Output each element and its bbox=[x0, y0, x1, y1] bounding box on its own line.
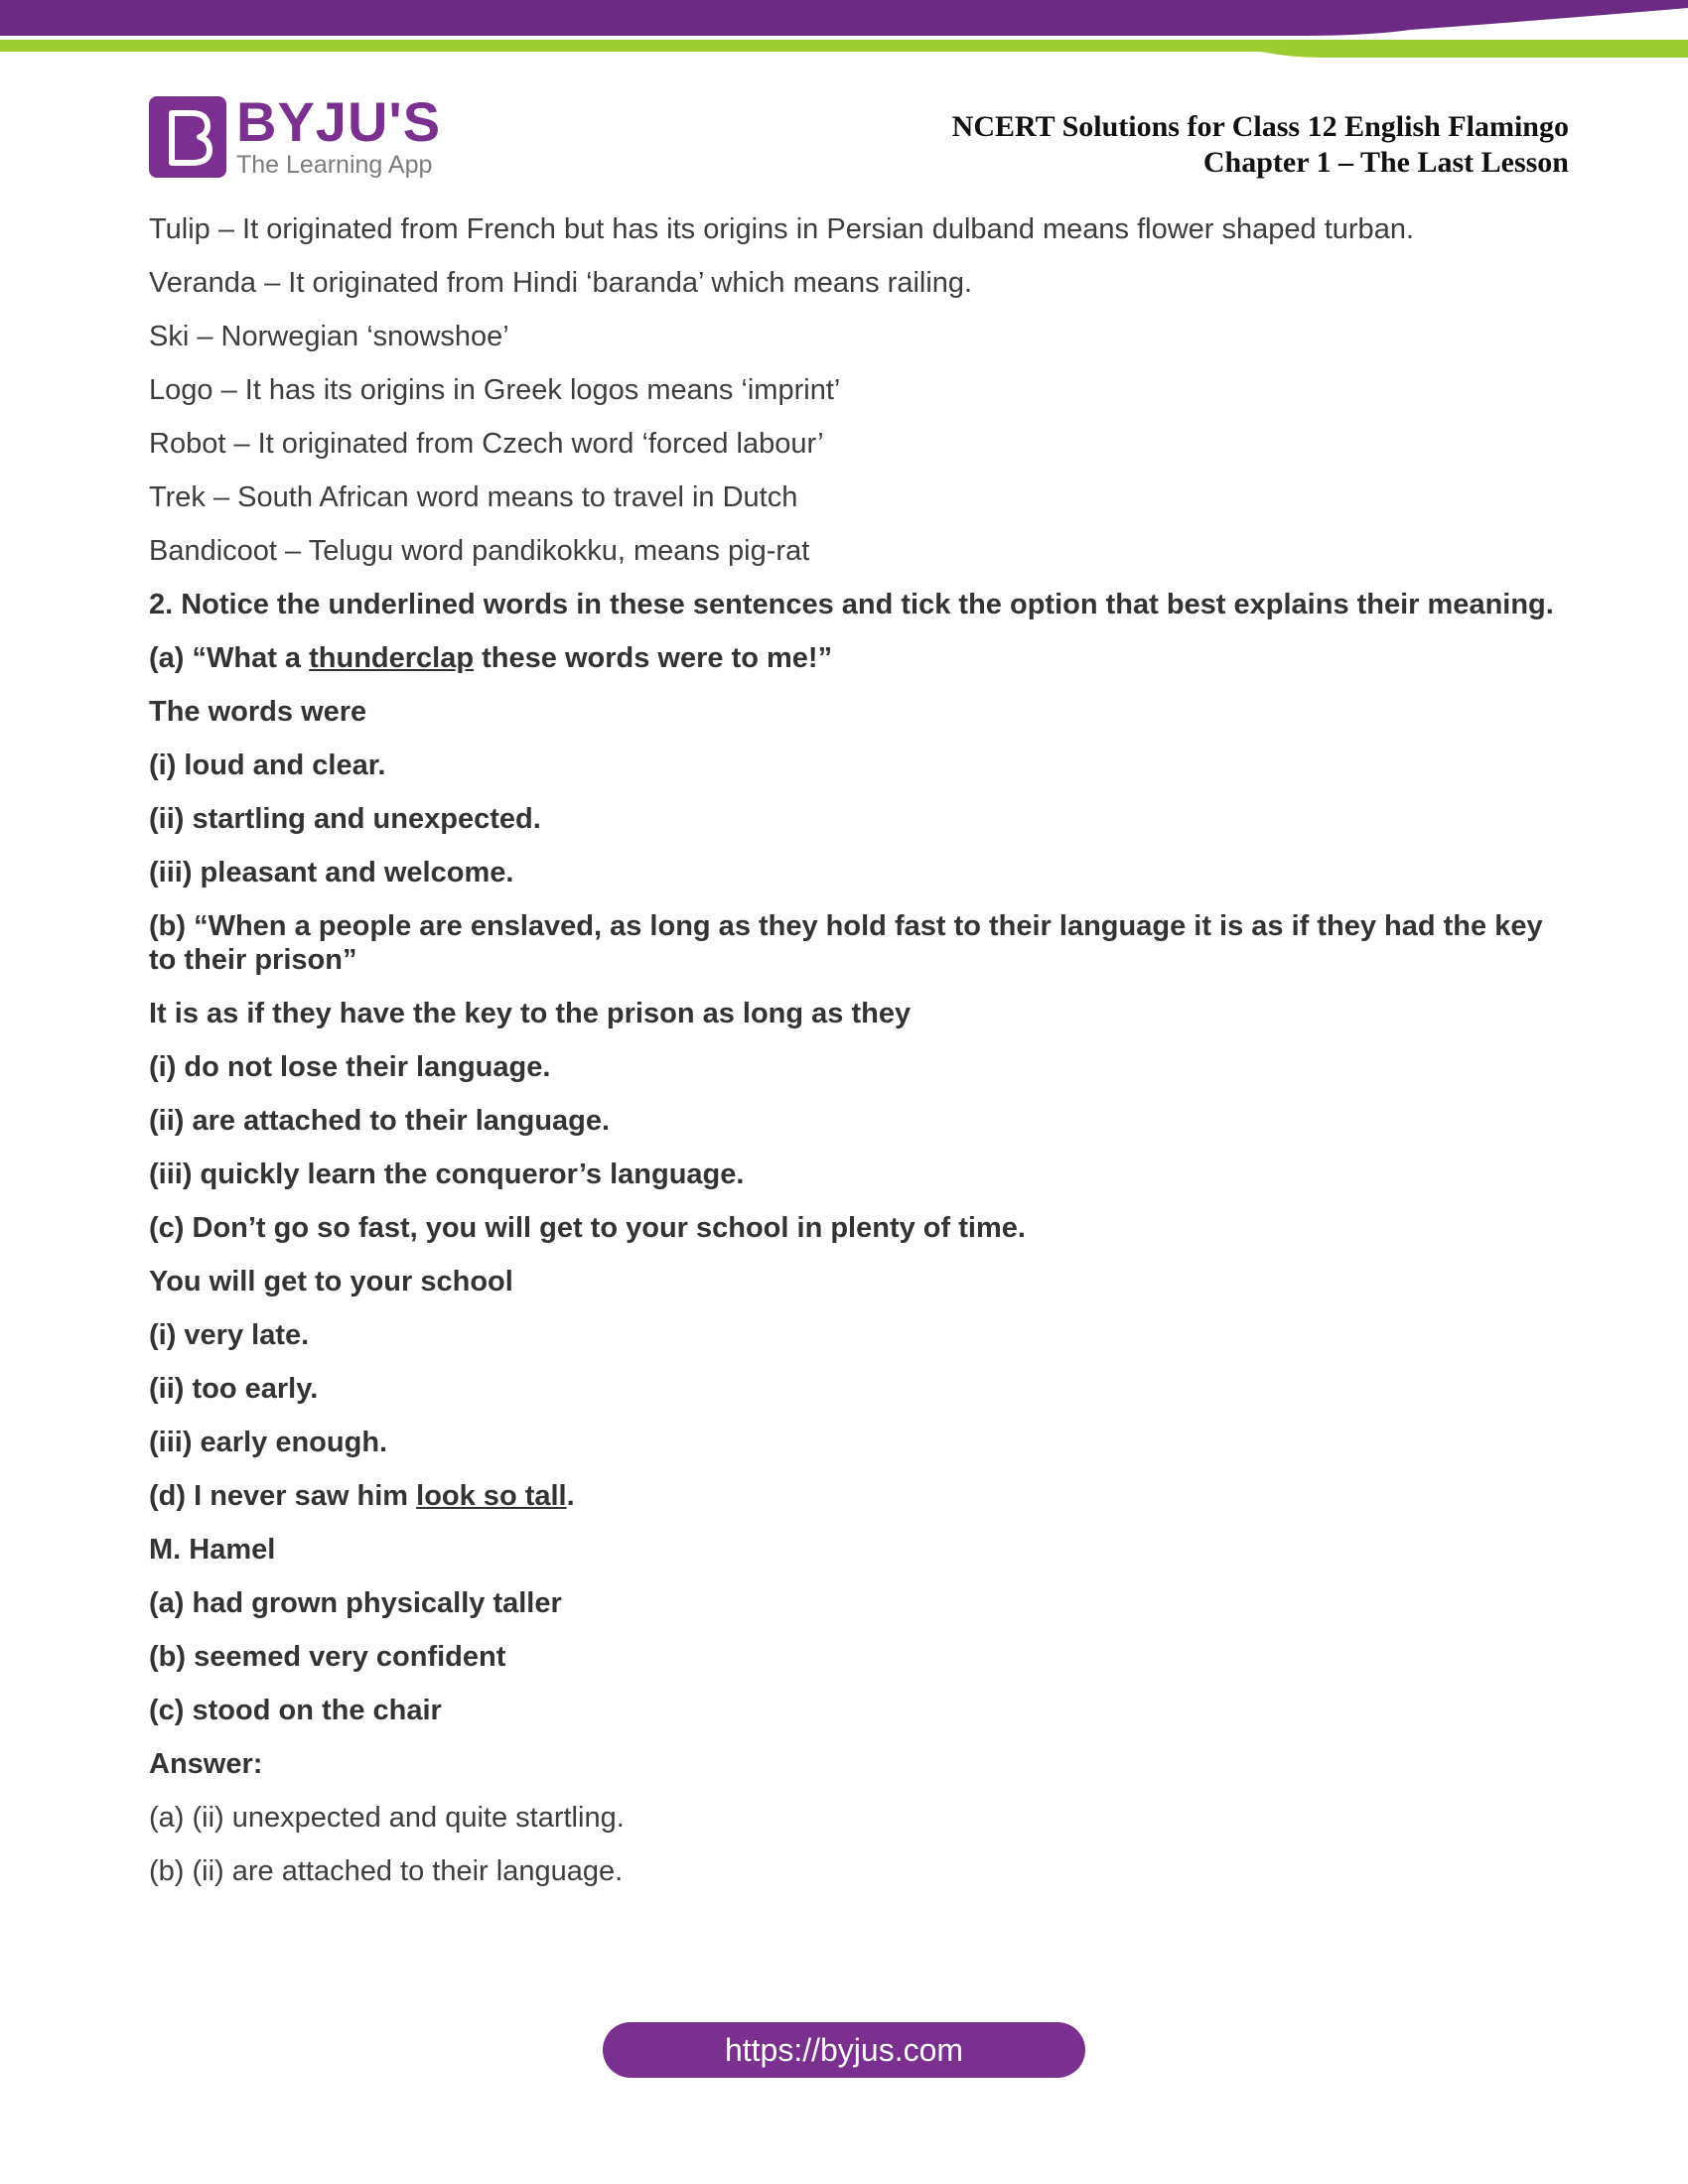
q2d-stem: M. Hamel bbox=[149, 1534, 276, 1566]
answer-item-a: (a) (ii) unexpected and quite startling. bbox=[149, 1802, 625, 1834]
q2d-option-2: (b) seemed very confident bbox=[149, 1641, 506, 1673]
document-header bbox=[952, 109, 1569, 181]
footer-url-link[interactable]: https://byjus.com bbox=[603, 2022, 1085, 2078]
q2c-stem: You will get to your school bbox=[149, 1266, 513, 1297]
q2c-sentence: (c) Don’t go so fast, you will get to your school in plenty of time. bbox=[149, 1212, 1026, 1244]
q2a-sentence bbox=[149, 641, 1559, 675]
q2a-option-2: (ii) startling and unexpected. bbox=[149, 803, 541, 835]
word-origin-ski: Ski – Norwegian ‘snowshoe’ bbox=[149, 321, 509, 352]
q2a-option-1: (i) loud and clear. bbox=[149, 750, 386, 781]
q2b-sentence: (b) “When a people are enslaved, as long as they hold fast to their language it is as if they had the key to their prison” bbox=[149, 910, 1543, 976]
q2a-stem: The words were bbox=[149, 696, 367, 728]
brand-tagline: The Learning App bbox=[236, 151, 433, 179]
q2a-option-3: (iii) pleasant and welcome. bbox=[149, 857, 514, 888]
q2d-pre: (d) I never saw him bbox=[149, 1480, 417, 1512]
q2d-post: . bbox=[566, 1480, 575, 1512]
q2d-option-3: (c) stood on the chair bbox=[149, 1695, 442, 1726]
word-origin-veranda: Veranda – It originated from Hindi ‘baranda’ which means railing. bbox=[149, 267, 973, 299]
q2a-post: these words were to me!” bbox=[474, 642, 833, 674]
word-origin-trek: Trek – South African word means to travel in Dutch bbox=[149, 481, 798, 513]
byjus-logo-mark-icon bbox=[149, 96, 226, 178]
document-body bbox=[149, 212, 1559, 1908]
top-decorative-band bbox=[0, 0, 1688, 64]
q2c-option-1: (i) very late. bbox=[149, 1319, 310, 1351]
q2b-stem: It is as if they have the key to the prison as long as they bbox=[149, 998, 912, 1029]
answer-label: Answer: bbox=[149, 1748, 263, 1780]
q2b-option-2: (ii) are attached to their language. bbox=[149, 1105, 611, 1137]
word-origin-tulip: Tulip – It originated from French but has its origins in Persian dulband means flower shaped turban. bbox=[149, 213, 1415, 245]
q2a-pre: (a) “What a bbox=[149, 642, 310, 674]
byjus-logo bbox=[149, 90, 442, 179]
q2d-underlined: look so tall bbox=[416, 1480, 567, 1512]
brand-name: BYJU'S bbox=[236, 90, 442, 153]
q2d-sentence bbox=[149, 1479, 1559, 1513]
q2b-option-3: (iii) quickly learn the conqueror’s language. bbox=[149, 1159, 745, 1190]
q2c-option-3: (iii) early enough. bbox=[149, 1427, 388, 1458]
q2a-underlined: thunderclap bbox=[309, 642, 475, 674]
answer-item-b: (b) (ii) are attached to their language. bbox=[149, 1855, 624, 1887]
word-origin-robot: Robot – It originated from Czech word ‘forced labour’ bbox=[149, 428, 824, 460]
word-origin-logo: Logo – It has its origins in Greek logos means ‘imprint’ bbox=[149, 374, 841, 406]
question-2-heading: 2. Notice the underlined words in these sentences and tick the option that best explains their meaning. bbox=[149, 589, 1554, 620]
header-title-line2: Chapter 1 – The Last Lesson bbox=[1202, 146, 1569, 179]
header-title-line1: NCERT Solutions for Class 12 English Flamingo bbox=[951, 110, 1569, 143]
word-origin-bandicoot: Bandicoot – Telugu word pandikokku, means pig-rat bbox=[149, 535, 810, 567]
q2b-option-1: (i) do not lose their language. bbox=[149, 1051, 551, 1083]
q2c-option-2: (ii) too early. bbox=[149, 1373, 319, 1405]
q2d-option-1: (a) had grown physically taller bbox=[149, 1587, 562, 1619]
